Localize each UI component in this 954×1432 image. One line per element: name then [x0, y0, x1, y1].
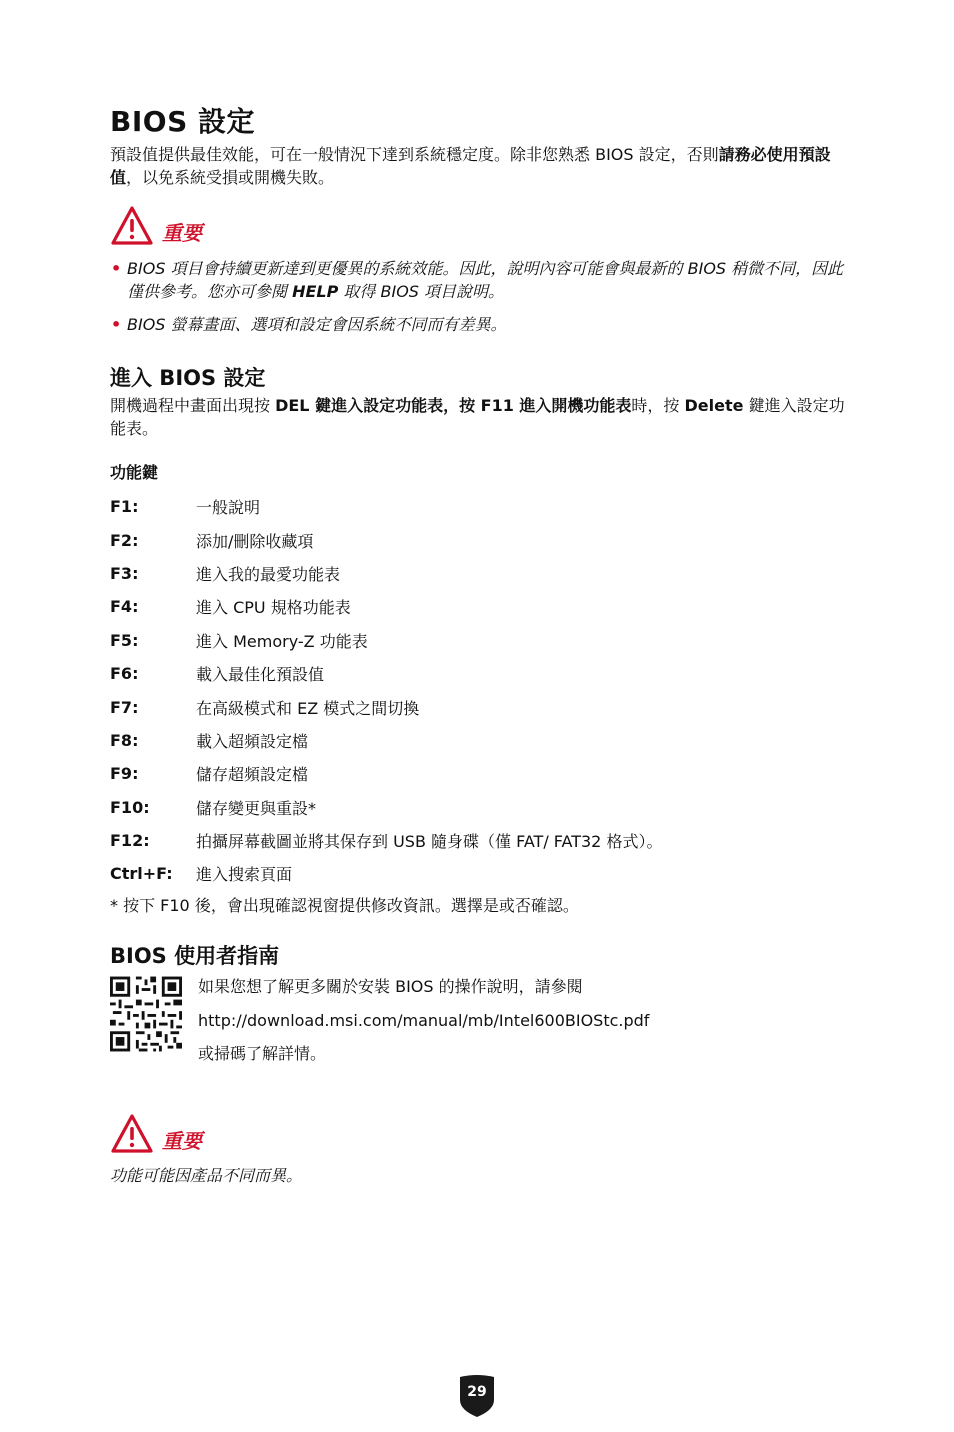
bullet-dot-icon: • [111, 315, 122, 334]
function-key-label: F2: [110, 530, 139, 550]
function-key-row [110, 757, 850, 790]
function-key-description: 儲存變更與重設* [196, 798, 317, 818]
function-key-row [110, 690, 850, 723]
function-key-description: 進入 Memory-Z 功能表 [196, 631, 368, 651]
function-keys-heading: 功能鍵 [110, 463, 159, 482]
function-key-description: 儲存超頻設定檔 [196, 765, 309, 785]
intro-text: 預設值提供最佳效能，可在一般情況下達到系統穩定度。除非您熟悉 BIOS 設定，否則 [110, 145, 719, 164]
function-keys-footnote: * 按下 F10 後，會出現確認視窗提供修改資訊。選擇是或否確認。 [110, 896, 579, 915]
function-key-row [110, 523, 850, 556]
user-guide-link[interactable]: http://download.msi.com/manual/mb/Intel600BIOStc.pdf [198, 1010, 650, 1030]
function-key-label: F9: [110, 764, 139, 784]
enter-bios-paragraph: 開機過程中畫面出現按 DEL 鍵進入設定功能表，按 F11 進入開機功能表時，按 Delete 鍵進入設定功能表。 [110, 396, 845, 438]
important-bullet-2: • BIOS 螢幕畫面、選項和設定會因系統不同而有差異。 [111, 315, 507, 334]
important-callout-2 [110, 1112, 202, 1156]
function-key-label: F1: [110, 497, 139, 517]
function-key-description: 載入超頻設定檔 [196, 731, 309, 751]
function-key-description: 載入最佳化預設值 [196, 665, 325, 685]
function-key-description: 添加/刪除收藏項 [196, 531, 314, 551]
function-key-label: F8: [110, 730, 139, 750]
function-key-description: 進入搜索頁面 [196, 865, 293, 885]
function-key-description: 進入 CPU 規格功能表 [196, 598, 351, 618]
enter-bios-title: 進入 BIOS 設定 [110, 366, 266, 390]
function-key-row [110, 657, 850, 690]
function-key-row [110, 791, 850, 824]
bullet-dot-icon: • [111, 259, 122, 278]
important-title-1: 重要 [162, 220, 202, 245]
user-guide-line: 如果您想了解更多關於安裝 BIOS 的操作說明，請參閱 [198, 977, 583, 996]
function-key-row [110, 590, 850, 623]
warning-icon [110, 1113, 154, 1155]
function-key-description: 一般說明 [196, 498, 261, 518]
important-text-2: 功能可能因產品不同而異。 [110, 1166, 303, 1185]
important-bullet-1: • BIOS 項目會持續更新達到更優異的系統效能。因此，說明內容可能會與最新的 BIOS 稍微不同，因此僅供參考。您亦可參閱 HELP 取得 BIOS 項目說明。 [111, 259, 844, 301]
function-key-row [110, 857, 850, 890]
user-guide-text [198, 970, 649, 1071]
user-guide-line: 或掃碼了解詳情。 [198, 1044, 327, 1063]
function-key-description: 拍攝屏幕截圖並將其保存到 USB 隨身碟（僅 FAT/ FAT32 格式）。 [196, 832, 663, 852]
function-key-row [110, 724, 850, 757]
function-key-row [110, 557, 850, 590]
important-list-1 [110, 257, 850, 336]
function-key-row [110, 490, 850, 523]
function-key-label: F6: [110, 664, 139, 684]
intro-paragraph [110, 143, 848, 189]
user-guide-title: BIOS 使用者指南 [110, 944, 280, 968]
function-key-label: Ctrl+F: [110, 864, 173, 884]
function-key-description: 在高級模式和 EZ 模式之間切換 [196, 698, 420, 718]
function-key-label: F5: [110, 630, 139, 650]
function-key-row [110, 624, 850, 657]
function-key-label: F3: [110, 563, 139, 583]
function-key-row [110, 824, 850, 857]
qr-code-icon [110, 976, 182, 1052]
function-key-label: F4: [110, 597, 139, 617]
intro-bold: 請務必使用預設值 [110, 145, 831, 187]
function-key-description: 進入我的最愛功能表 [196, 564, 341, 584]
page-number: 29 [467, 1384, 487, 1400]
warning-icon [110, 205, 154, 247]
function-key-label: F7: [110, 697, 139, 717]
page-title: BIOS 設定 [110, 105, 255, 138]
function-key-label: F10: [110, 797, 150, 817]
function-key-label: F12: [110, 831, 150, 851]
intro-tail: ，以免系統受損或開機失敗。 [126, 168, 335, 187]
important-callout-1 [110, 204, 202, 248]
function-keys-list [110, 490, 850, 891]
important-title-2: 重要 [162, 1128, 202, 1153]
